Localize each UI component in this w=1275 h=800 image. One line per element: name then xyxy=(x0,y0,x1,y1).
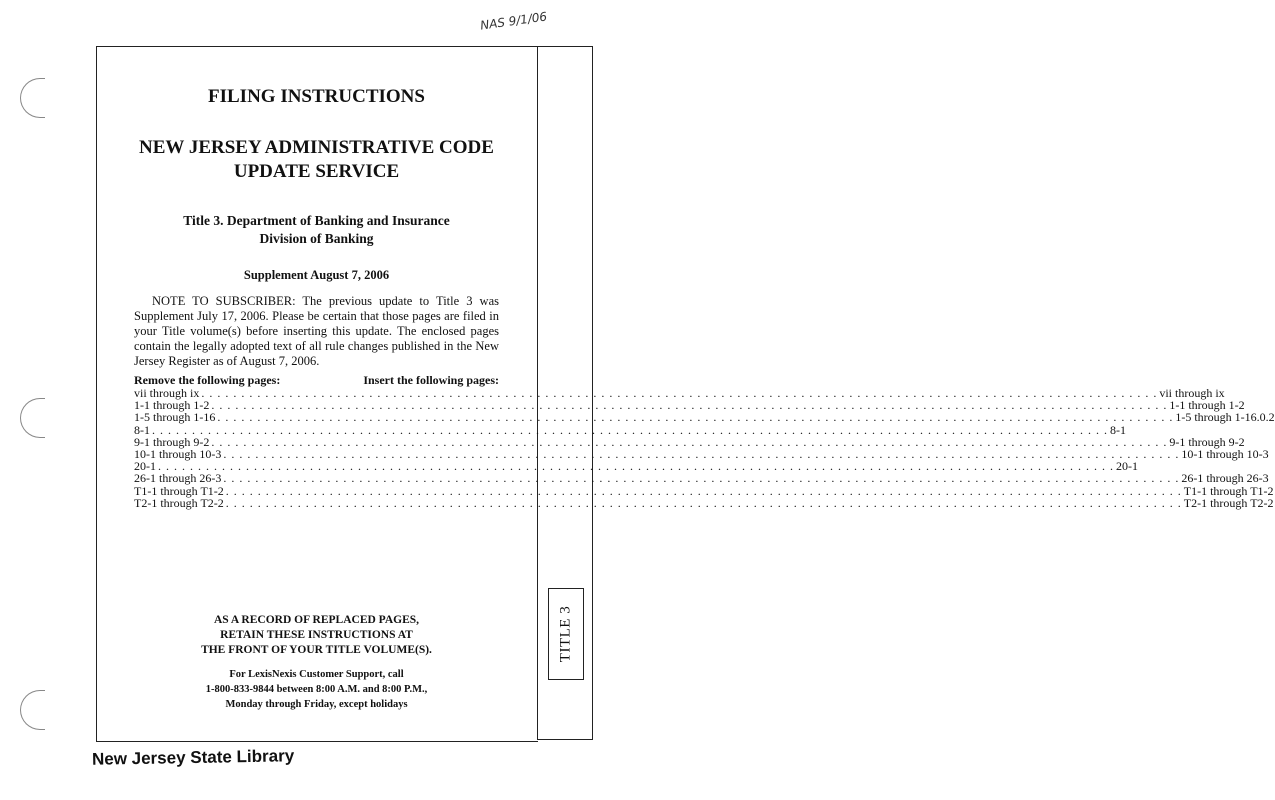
dot-leader: . . . . . . . . . . . . . . . . . . . . . . . . . . . . . . . . . . . . . . . . . . . . . . . . . . . . . . . . . . . . . . . . . . . . . . . . . . . . . . . . . . . . . . . . . . . . . . . . . . . . . . . . . . . . . . . . . . . . . . . . xyxy=(158,459,1114,474)
support-line: Monday through Friday, except holidays xyxy=(225,699,408,710)
binder-hole xyxy=(20,690,45,730)
record-line: THE FRONT OF YOUR TITLE VOLUME(S). xyxy=(201,644,432,656)
record-line: AS A RECORD OF REPLACED PAGES, xyxy=(213,614,420,626)
pages-table xyxy=(134,373,1275,510)
insert-pages: 9-1 through 9-2 xyxy=(1169,434,1245,449)
dot-leader: . . . . . . . . . . . . . . . . . . . . . . . . . . . . . . . . . . . . . . . . . . . . . . . . . . . . . . . . . . . . . . . . . . . . . . . . . . . . . . . . . . . . . . . . . . . . . . . . . . . . . . . . . . . . . . . . . . . . . . . . xyxy=(223,471,1180,486)
dot-leader: . . . . . . . . . . . . . . . . . . . . . . . . . . . . . . . . . . . . . . . . . . . . . . . . . . . . . . . . . . . . . . . . . . . . . . . . . . . . . . . . . . . . . . . . . . . . . . . . . . . . . . . . . . . . . . . . . . . . . . . . xyxy=(225,483,1182,498)
remove-pages: T2-1 through T2-2 xyxy=(134,495,224,510)
insert-pages: 26-1 through 26-3 xyxy=(1181,471,1269,486)
insert-header: Insert the following pages: xyxy=(363,373,499,387)
table-row xyxy=(134,495,1274,510)
handwritten-note: NAS 9/1/06 xyxy=(479,9,548,33)
remove-pages: 1-1 through 1-2 xyxy=(134,398,210,413)
binder-hole xyxy=(20,78,45,118)
dot-leader: . . . . . . . . . . . . . . . . . . . . . . . . . . . . . . . . . . . . . . . . . . . . . . . . . . . . . . . . . . . . . . . . . . . . . . . . . . . . . . . . . . . . . . . . . . . . . . . . . . . . . . . . . . . . . . . . . . . . . . . . xyxy=(211,434,1168,449)
table-row xyxy=(134,422,1126,437)
library-stamp: New Jersey State Library xyxy=(91,746,295,769)
remove-pages: 10-1 through 10-3 xyxy=(134,447,222,462)
remove-pages: 8-1 xyxy=(134,422,150,437)
support-info xyxy=(96,667,537,712)
remove-header: Remove the following pages: xyxy=(134,373,281,387)
dot-leader: . . . . . . . . . . . . . . . . . . . . . . . . . . . . . . . . . . . . . . . . . . . . . . . . . . . . . . . . . . . . . . . . . . . . . . . . . . . . . . . . . . . . . . . . . . . . . . . . . . . . . . . . . . . . . . . . . . . . . . . . xyxy=(225,495,1182,510)
tab-label-box xyxy=(548,588,584,680)
insert-pages: 10-1 through 10-3 xyxy=(1181,447,1269,462)
record-line: RETAIN THESE INSTRUCTIONS AT xyxy=(220,629,413,641)
table-row xyxy=(134,410,1275,425)
insert-pages: 1-1 through 1-2 xyxy=(1169,398,1245,413)
dot-leader: . . . . . . . . . . . . . . . . . . . . . . . . . . . . . . . . . . . . . . . . . . . . . . . . . . . . . . . . . . . . . . . . . . . . . . . . . . . . . . . . . . . . . . . . . . . . . . . . . . . . . . . . . . . . . . . . . . . . . . . . xyxy=(211,398,1168,413)
insert-pages: 20-1 xyxy=(1116,459,1138,474)
division-line: Division of Banking xyxy=(259,231,374,246)
support-phone: 1-800-833-9844 between 8:00 A.M. and 8:00 P.M., xyxy=(205,684,428,695)
page-title: FILING INSTRUCTIONS xyxy=(208,86,425,107)
tab-label: TITLE 3 xyxy=(557,605,574,663)
remove-pages: 1-5 through 1-16 xyxy=(134,410,216,425)
dot-leader: . . . . . . . . . . . . . . . . . . . . . . . . . . . . . . . . . . . . . . . . . . . . . . . . . . . . . . . . . . . . . . . . . . . . . . . . . . . . . . . . . . . . . . . . . . . . . . . . . . . . . . . . . . . . . . . . . . . . . . . . xyxy=(152,422,1108,437)
binder-hole xyxy=(20,398,45,438)
support-line: For LexisNexis Customer Support, call xyxy=(229,669,404,680)
remove-pages: T1-1 through T1-2 xyxy=(134,483,224,498)
department-line: Title 3. Department of Banking and Insurance xyxy=(183,213,450,228)
subscriber-note: NOTE TO SUBSCRIBER: The previous update to Title 3 was Supplement July 17, 2006. Please be certain that those pages are filed in your Title volume(s) before inserting this update. The enclosed pages contain the legally adopted text of all rule changes published in the New Jersey Register as of August 7, 2006. xyxy=(134,294,499,368)
record-notice xyxy=(96,613,537,658)
remove-pages: 9-1 through 9-2 xyxy=(134,434,210,449)
remove-pages: 26-1 through 26-3 xyxy=(134,471,222,486)
dot-leader: . . . . . . . . . . . . . . . . . . . . . . . . . . . . . . . . . . . . . . . . . . . . . . . . . . . . . . . . . . . . . . . . . . . . . . . . . . . . . . . . . . . . . . . . . . . . . . . . . . . . . . . . . . . . . . . . . . . . . . . . xyxy=(201,386,1158,400)
supplement-date: Supplement August 7, 2006 xyxy=(243,268,390,282)
code-title-line: NEW JERSEY ADMINISTRATIVE CODE xyxy=(139,137,494,158)
code-title-line: UPDATE SERVICE xyxy=(233,161,400,182)
table-row xyxy=(134,471,1269,486)
department-heading xyxy=(96,212,537,248)
table-row xyxy=(134,483,1274,498)
dot-leader: . . . . . . . . . . . . . . . . . . . . . . . . . . . . . . . . . . . . . . . . . . . . . . . . . . . . . . . . . . . . . . . . . . . . . . . . . . . . . . . . . . . . . . . . . . . . . . . . . . . . . . . . . . . . . . . . . . . . . . . . xyxy=(217,410,1174,425)
insert-pages: vii through ix xyxy=(1159,386,1225,400)
insert-pages: 1-5 through 1-16.0.2 xyxy=(1175,410,1275,425)
code-title xyxy=(96,136,537,184)
insert-pages: T1-1 through T1-2 xyxy=(1183,483,1274,498)
insert-pages: T2-1 through T2-2 xyxy=(1183,495,1274,510)
table-header xyxy=(134,373,499,387)
remove-pages: vii through ix xyxy=(134,386,200,400)
insert-pages: 8-1 xyxy=(1110,422,1126,437)
remove-pages: 20-1 xyxy=(134,459,156,474)
dot-leader: . . . . . . . . . . . . . . . . . . . . . . . . . . . . . . . . . . . . . . . . . . . . . . . . . . . . . . . . . . . . . . . . . . . . . . . . . . . . . . . . . . . . . . . . . . . . . . . . . . . . . . . . . . . . . . . . . . . . . . . . xyxy=(223,447,1180,462)
